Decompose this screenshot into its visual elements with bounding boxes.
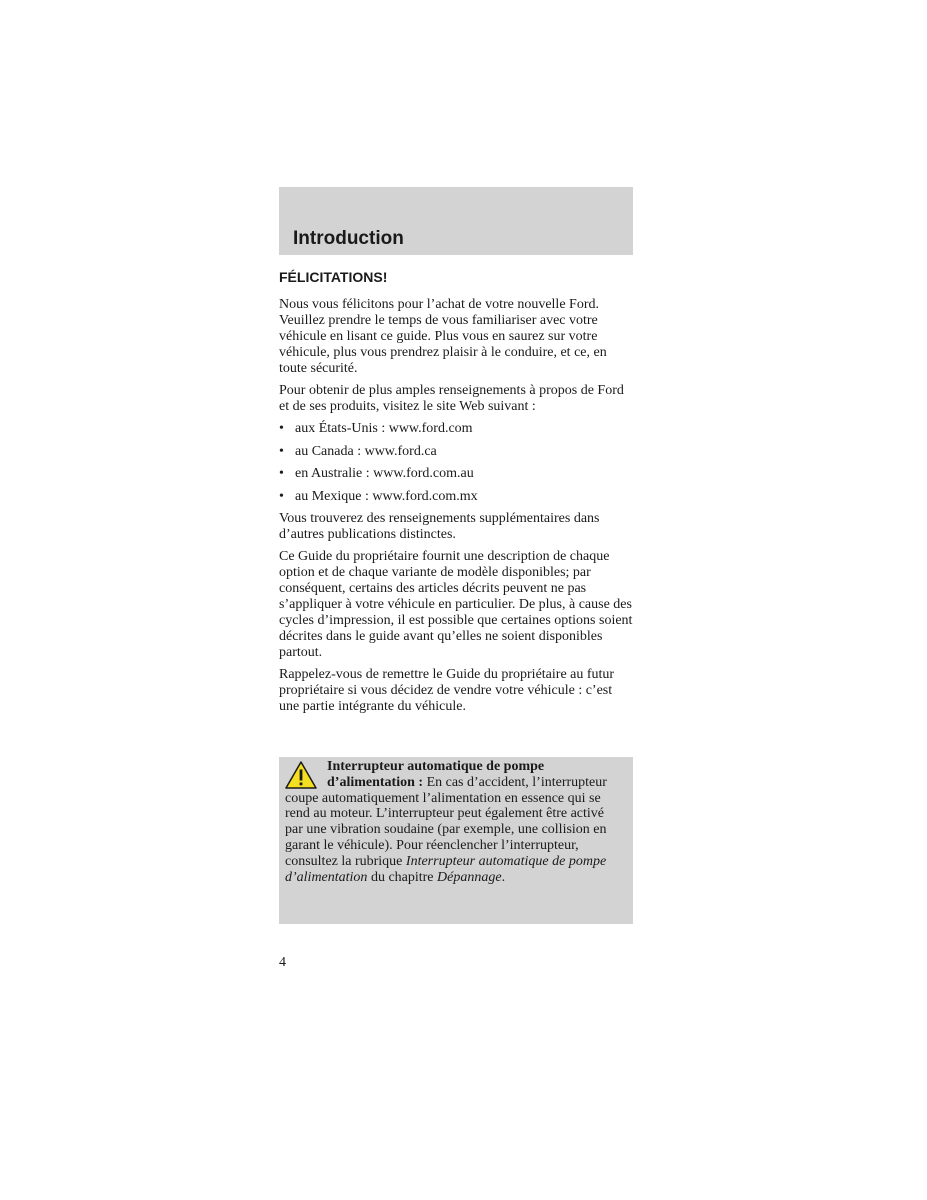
warning-chapter: Dépannage — [437, 869, 502, 885]
list-item-text: au Canada : www.ford.ca — [295, 443, 437, 459]
list-item — [279, 489, 633, 505]
section-header-band — [279, 187, 633, 255]
info-paragraph: Pour obtenir de plus amples renseignements à propos de Ford et de ses produits, visitez le site Web suivant : — [279, 383, 624, 414]
list-item — [279, 466, 633, 482]
list-item — [279, 421, 633, 437]
list-item-text: en Australie : www.ford.com.au — [295, 466, 474, 481]
intro-paragraph: Nous vous félicitons pour l’achat de votre nouvelle Ford. Veuillez prendre le temps de vous familiariser avec votre véhicule en lisant ce guide. Plus vous en saurez sur votre véhicule, plus vous prendrez plaisir à le conduire, et ce, en toute sécurité. — [279, 297, 607, 376]
warning-body-cont: du chapitre — [367, 869, 438, 885]
warning-title: Interrupteur automatique de pompe d’alimentation : — [327, 759, 545, 790]
page-number: 4 — [279, 955, 286, 970]
warning-body: En cas d’accident, l’interrupteur coupe automatiquement l’alimentation en essence qui se rend au moteur. L’interrupteur peut également être activé par une vibration soudaine (par exemple, une collision en garant le véhicule). Pour réenclencher l’interrupteur, consultez la rubrique — [285, 774, 607, 869]
list-item-text: aux États-Unis : www.ford.com — [295, 421, 473, 436]
bullet-icon: • — [279, 488, 284, 504]
bullet-icon: • — [279, 421, 284, 436]
publications-paragraph: Vous trouverez des renseignements supplémentaires dans d’autres publications distinctes. — [279, 511, 600, 542]
warning-box — [279, 757, 633, 924]
main-content — [279, 267, 633, 721]
warning-body-end: . — [501, 869, 506, 885]
warning-reference: Interrupteur automatique de pompe d’alimentation — [285, 853, 607, 885]
list-item — [279, 444, 633, 460]
warning-text — [285, 759, 625, 885]
guide-description-paragraph: Ce Guide du propriétaire fournit une description de chaque option et de chaque variante de modèle disponibles; par conséquent, certains des articles décrits peuvent ne pas s’appliquer à votre véhicule en particulier. De plus, à cause des cycles d’impression, il est possible que certaines options soient décrites dans le guide avant qu’elles ne soient disponibles partout. — [279, 549, 633, 660]
bullet-icon: • — [279, 443, 284, 459]
list-item-text: au Mexique : www.ford.com.mx — [295, 488, 478, 504]
bullet-icon: • — [279, 466, 284, 481]
website-list — [279, 421, 633, 505]
reminder-paragraph: Rappelez-vous de remettre le Guide du propriétaire au futur propriétaire si vous décidez de vendre votre véhicule : c’est une partie intégrante du véhicule. — [279, 667, 615, 714]
page-title: Introduction — [293, 228, 404, 249]
section-heading: FÉLICITATIONS! — [279, 269, 388, 285]
